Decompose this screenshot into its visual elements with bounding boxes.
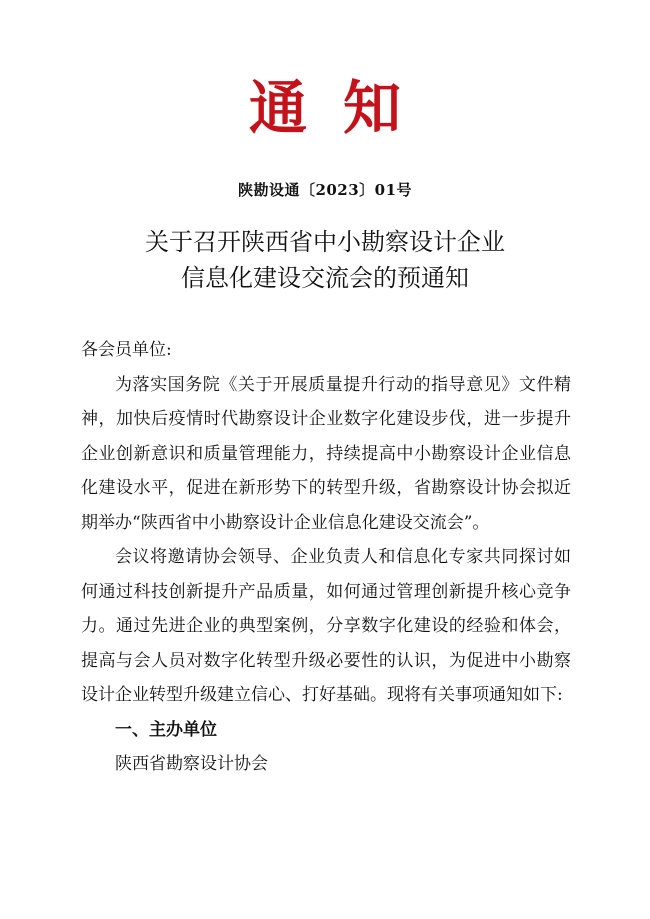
document-title-line-2: 信息化建设交流会的预通知 bbox=[181, 264, 469, 292]
document-title-line-1: 关于召开陕西省中小勘察设计企业 bbox=[145, 228, 505, 256]
document-number: 陕勘设通〔2023〕01号 bbox=[237, 181, 413, 199]
document-body bbox=[81, 333, 571, 782]
section-heading-organizer: 一、主办单位 bbox=[115, 719, 217, 740]
section-content-organizer: 陕西省勘察设计协会 bbox=[115, 754, 268, 774]
body-paragraph-1: 为落实国务院《关于开展质量提升行动的指导意见》文件精神，加快后疫情时代勘察设计企业数字化建设步伐，进一步提升企业创新意识和质量管理能力，持续提高中小勘察设计企业信息化建设水平，促进在新形势下的转型升级，省勘察设计协会拟近期举办“陕西省中小勘察设计企业信息化建设交流会”。 bbox=[81, 374, 571, 533]
salutation: 各会员单位: bbox=[81, 340, 172, 360]
body-paragraph-2: 会议将邀请协会领导、企业负责人和信息化专家共同探讨如何通过科技创新提升产品质量，如何通过管理创新提升核心竞争力。通过先进企业的典型案例，分享数字化建设的经验和体会，提高与会人员对数字化转型升级必要性的认识，为促进中小勘察设计企业转型升级建立信心、打好基础。现将有关事项通知如下: bbox=[81, 547, 571, 705]
document-title bbox=[0, 224, 650, 296]
notice-header-title: 通知 bbox=[248, 74, 437, 142]
